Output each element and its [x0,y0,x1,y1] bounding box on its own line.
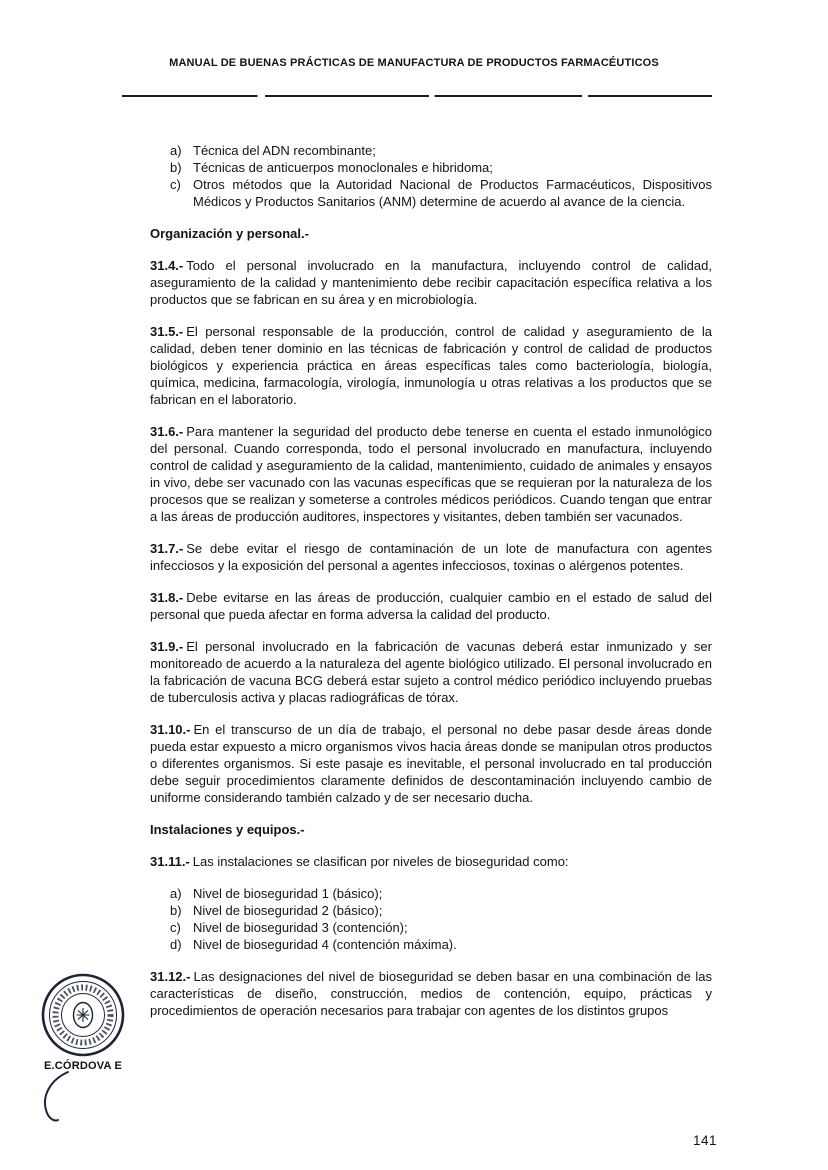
paragraph-31-7 [150,540,712,574]
paragraph-number: 31.9.- [150,639,184,654]
list-item-text: Nivel de bioseguridad 3 (contención); [193,920,408,935]
list-item-text: Nivel de bioseguridad 4 (contención máxima). [193,937,457,952]
paragraph-text: Todo el personal involucrado en la manufactura, incluyendo control de calidad, aseguramiento de la calidad y mantenimiento debe recibir capacitación específica relativa a los productos que se fabrican en su área y en microbiología. [150,258,712,307]
list-item [170,176,712,210]
paragraph-number: 31.6.- [150,424,184,439]
document-title: MANUAL DE BUENAS PRÁCTICAS DE MANUFACTURA DE PRODUCTOS FARMACÉUTICOS [169,57,659,69]
stamp-area [28,972,138,1126]
page-number: 141 [693,1133,718,1148]
stamp-signer-name: E.CÓRDOVA E [44,1060,122,1072]
paragraph-31-6 [150,423,712,525]
list-item-label: a) [170,143,182,158]
circular-seal-icon [40,972,126,1058]
list-item-label: d) [170,937,182,952]
list-item [170,159,712,176]
paragraph-text: Las instalaciones se clasifican por niveles de bioseguridad como: [192,854,569,869]
list-item [170,902,712,919]
header-rule [122,95,712,97]
list-item [170,919,712,936]
paragraph-number: 31.12.- [150,969,191,984]
paragraph-text: El personal responsable de la producción, control de calidad y aseguramiento de la calidad, deben tener dominio en las técnicas de fabricación y control de calidad de productos biológicos y experiencia práctica en áreas específicas tales como bacteriología, biología, química, medicina, farmacología, virología, inmunología u otras relativas a los productos que se fabrican en el laboratorio. [150,324,712,407]
paragraph-31-10 [150,721,712,806]
paragraph-number: 31.8.- [150,590,184,605]
paragraph-number: 31.11.- [150,854,190,869]
section-heading-instalaciones: Instalaciones y equipos.- [150,822,305,837]
paragraph-31-4 [150,257,712,308]
paragraph-text: El personal involucrado en la fabricación de vacunas deberá estar inmunizado y ser monitoreado de acuerdo a la naturaleza del agente biológico utilizado. El personal involucrado en la fabricación de vacuna BCG deberá estar sujeto a control médico periódico incluyendo pruebas de tuberculosis activa y placas radiográficas de tórax. [150,639,712,705]
paragraph-31-11 [150,853,712,870]
list-item-text: Técnicas de anticuerpos monoclonales e hibridoma; [193,160,493,175]
paragraph-text: Para mantener la seguridad del producto debe tenerse en cuenta el estado inmunológico del personal. Cuando corresponda, todo el personal involucrado en manufactura, incluyendo control de calidad y aseguramiento de la calidad, mantenimiento, cuidado de animales y ensayos in vivo, debe ser vacunado con las vacunas específicas que se requieran por la naturaleza de los procesos que se realizan y someterse a controles médicos periódicos. Cuando tengan que entrar a las áreas de producción auditores, inspectores y visitantes, deben también ser vacunados. [150,424,712,524]
signature-flourish-icon [30,1070,90,1126]
document-body [150,142,712,1034]
paragraph-31-8 [150,589,712,623]
list-item-label: b) [170,903,182,918]
list-item-text: Técnica del ADN recombinante; [193,143,376,158]
paragraph-number: 31.4.- [150,258,184,273]
list-item-text: Nivel de bioseguridad 1 (básico); [193,886,383,901]
paragraph-text: Se debe evitar el riesgo de contaminación de un lote de manufactura con agentes infecciosos y la exposición del personal a agentes infecciosos, toxinas o alérgenos potentes. [150,541,712,573]
biosecurity-levels-list [150,885,712,953]
paragraph-text: Las designaciones del nivel de bioseguridad se deben basar en una combinación de las características de diseño, construcción, medios de contención, equipo, prácticas y procedimientos de operación necesarios para trabajar con agentes de los distintos grupos [150,969,712,1018]
list-item-label: a) [170,886,182,901]
list-item [170,142,712,159]
methods-list [150,142,712,210]
section-heading-organizacion: Organización y personal.- [150,226,309,241]
paragraph-31-12 [150,968,712,1019]
list-item-label: b) [170,160,182,175]
paragraph-text: En el transcurso de un día de trabajo, el personal no debe pasar desde áreas donde pueda estar expuesto a micro organismos vivos hacia áreas donde se manipulan otros productos o diferentes organismos. Si este pasaje es inevitable, el personal involucrado en tal producción debe seguir procedimientos claramente definidos de descontaminación incluyendo cambio de uniforme considerando también calzado y de ser necesario ducha. [150,722,712,805]
paragraph-31-9 [150,638,712,706]
list-item-label: c) [170,177,181,192]
paragraph-text: Debe evitarse en las áreas de producción, cualquier cambio en el estado de salud del personal que pueda afectar en forma adversa la calidad del producto. [150,590,712,622]
list-item [170,885,712,902]
paragraph-31-5 [150,323,712,408]
list-item-text: Nivel de bioseguridad 2 (básico); [193,903,383,918]
paragraph-number: 31.7.- [150,541,184,556]
list-item-label: c) [170,920,181,935]
paragraph-number: 31.10.- [150,722,191,737]
list-item-text: Otros métodos que la Autoridad Nacional de Productos Farmacéuticos, Dispositivos Médicos y Productos Sanitarios (ANM) determine de acuerdo al avance de la ciencia. [193,177,712,209]
paragraph-number: 31.5.- [150,324,184,339]
list-item [170,936,712,953]
